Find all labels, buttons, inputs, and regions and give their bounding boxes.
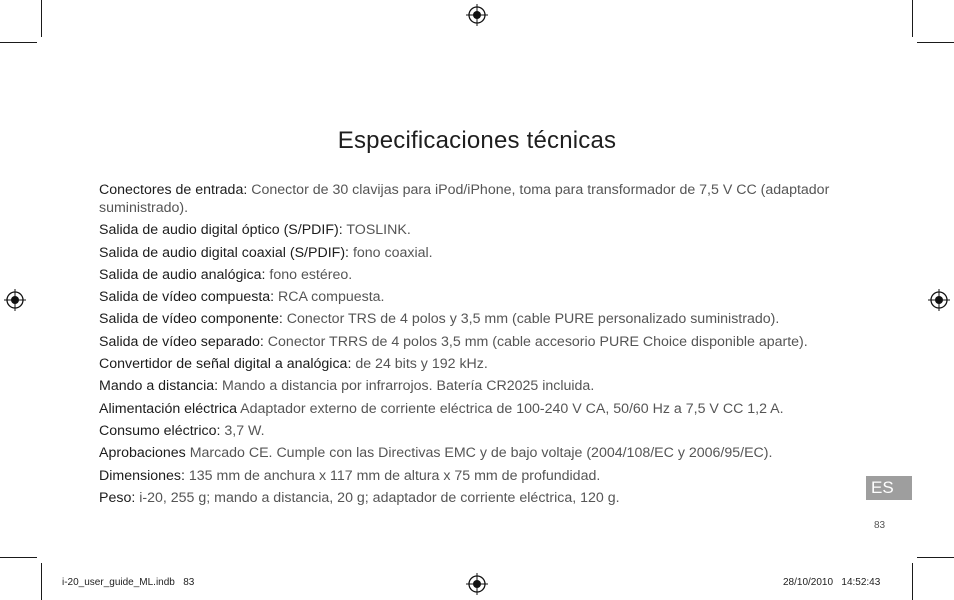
language-tab: ES [866,476,912,500]
spec-label: Salida de vídeo compuesta: [99,289,275,306]
slug-filename: i-20_user_guide_ML.indb 83 [62,577,195,588]
spec-value: fono estéreo. [265,266,353,283]
spec-item [99,422,879,440]
spec-label: Salida de vídeo componente: [99,311,283,328]
spec-value: TOSLINK. [342,222,411,239]
spec-item [99,377,879,395]
crop-mark [0,557,37,558]
spec-value: Conector de 30 clavijas para iPod/iPhone, toma para transformador de 7,5 V CC (adaptador suministrado). [99,182,830,216]
spec-item [99,266,879,284]
crop-mark [912,0,913,37]
spec-label: Consumo eléctrico: [99,422,221,439]
spec-item [99,333,879,351]
spec-item [99,310,879,328]
spec-item [99,467,879,485]
spec-item [99,444,879,462]
spec-label: Peso: [99,489,136,506]
spec-value: fono coaxial. [349,244,433,261]
spec-value: Conector TRRS de 4 polos 3,5 mm (cable accesorio PURE Choice disponible aparte). [263,333,808,350]
spec-value: Adaptador externo de corriente eléctrica de 100-240 V CA, 50/60 Hz a 7,5 V CC 1,2 A. [237,400,784,417]
spec-label: Convertidor de señal digital a analógica: [99,356,352,373]
registration-mark-icon [466,4,488,26]
spec-label: Dimensiones: [99,467,185,484]
crop-mark [41,563,42,600]
crop-mark [41,0,42,37]
crop-mark [0,42,37,43]
registration-mark-icon [928,289,950,311]
spec-item [99,355,879,373]
spec-value: 3,7 W. [220,422,265,439]
spec-label: Conectores de entrada: [99,182,248,198]
registration-mark-icon [466,573,488,595]
page-title: Especificaciones técnicas [337,127,617,154]
spec-label: Mando a distancia: [99,378,219,395]
spec-label: Alimentación eléctrica [99,400,237,417]
spec-label: Salida de audio digital óptico (S/PDIF): [99,222,343,239]
spec-label: Salida de audio digital coaxial (S/PDIF): [99,244,349,261]
spec-value: de 24 bits y 192 kHz. [351,356,488,373]
spec-label: Salida de audio analógica: [99,266,266,283]
registration-mark-icon [4,289,26,311]
spec-value: Conector TRS de 4 polos y 3,5 mm (cable PURE personalizado suministrado). [282,311,780,328]
spec-label: Aprobaciones [99,445,186,462]
spec-list [99,181,879,511]
page-number: 83 [874,520,886,531]
spec-item [99,288,879,306]
spec-item [99,400,879,418]
spec-item [99,181,879,217]
crop-mark [917,42,954,43]
crop-mark [912,563,913,600]
spec-item [99,489,879,507]
spec-label: Salida de vídeo separado: [99,333,264,350]
spec-value: Marcado CE. Cumple con las Directivas EMC y de bajo voltaje (2004/108/EC y 2006/95/EC). [185,445,773,462]
spec-value: Mando a distancia por infrarrojos. Batería CR2025 incluida. [218,378,595,395]
spec-item [99,221,879,239]
crop-mark [917,557,954,558]
slug-timestamp: 28/10/2010 14:52:43 [783,577,881,588]
spec-value: i-20, 255 g; mando a distancia, 20 g; adaptador de corriente eléctrica, 120 g. [135,489,620,506]
spec-item [99,244,879,262]
spec-value: 135 mm de anchura x 117 mm de altura x 75 mm de profundidad. [184,467,601,484]
spec-value: RCA compuesta. [274,289,385,306]
